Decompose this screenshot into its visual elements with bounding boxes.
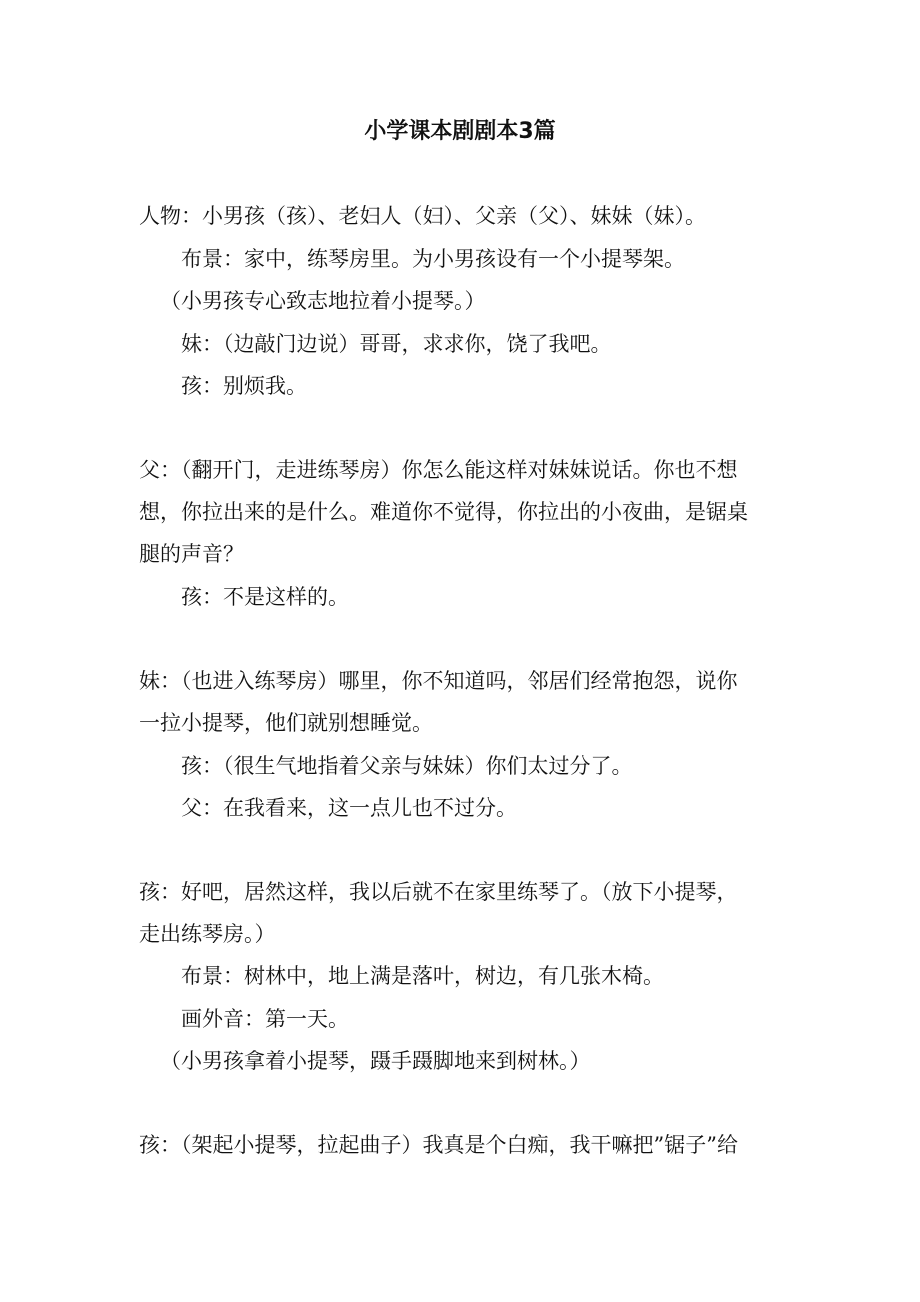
text-line: （小男孩专心致志地拉着小提琴。）: [160, 289, 486, 313]
text-line: 父：在我看来，这一点儿也不过分。: [181, 796, 517, 820]
text-line: 孩：（架起小提琴，拉起曲子）我真是个白痴，我干嘛把”锯子”给: [139, 1133, 738, 1157]
text-line: 画外音：第一天。: [181, 1007, 349, 1031]
text-line: 妹：（边敲门边说）哥哥，求求你，饶了我吧。: [181, 332, 612, 356]
text-line: 腿的声音？: [139, 542, 244, 566]
text-line: 孩：不是这样的。: [181, 585, 349, 609]
text-line: 布景：树林中，地上满是落叶，树边，有几张木椅。: [181, 964, 664, 988]
text-line: 孩：别烦我。: [181, 374, 307, 398]
text-line: 父：（翻开门，走进练琴房）你怎么能这样对妹妹说话。你也不想: [139, 458, 738, 482]
text-line: 孩：（很生气地指着父亲与妹妹）你们太过分了。: [181, 754, 633, 778]
document-title: 小学课本剧剧本3篇: [364, 119, 556, 144]
text-line: 人物：小男孩（孩）、老妇人（妇）、父亲（父）、妹妹（妹）。: [139, 204, 706, 228]
text-line: 布景：家中，练琴房里。为小男孩设有一个小提琴架。: [181, 247, 685, 271]
text-line: 妹：（也进入练琴房）哪里，你不知道吗，邻居们经常抱怨，说你: [139, 669, 738, 693]
text-line: 想，你拉出来的是什么。难道你不觉得，你拉出的小夜曲，是锯桌: [139, 500, 748, 524]
text-line: 孩：好吧，居然这样，我以后就不在家里练琴了。（放下小提琴，: [139, 880, 738, 904]
text-line: 走出练琴房。）: [139, 922, 276, 946]
text-line: 一拉小提琴，他们就别想睡觉。: [139, 711, 433, 735]
text-line: （小男孩拿着小提琴，蹑手蹑脚地来到树林。）: [160, 1049, 591, 1073]
